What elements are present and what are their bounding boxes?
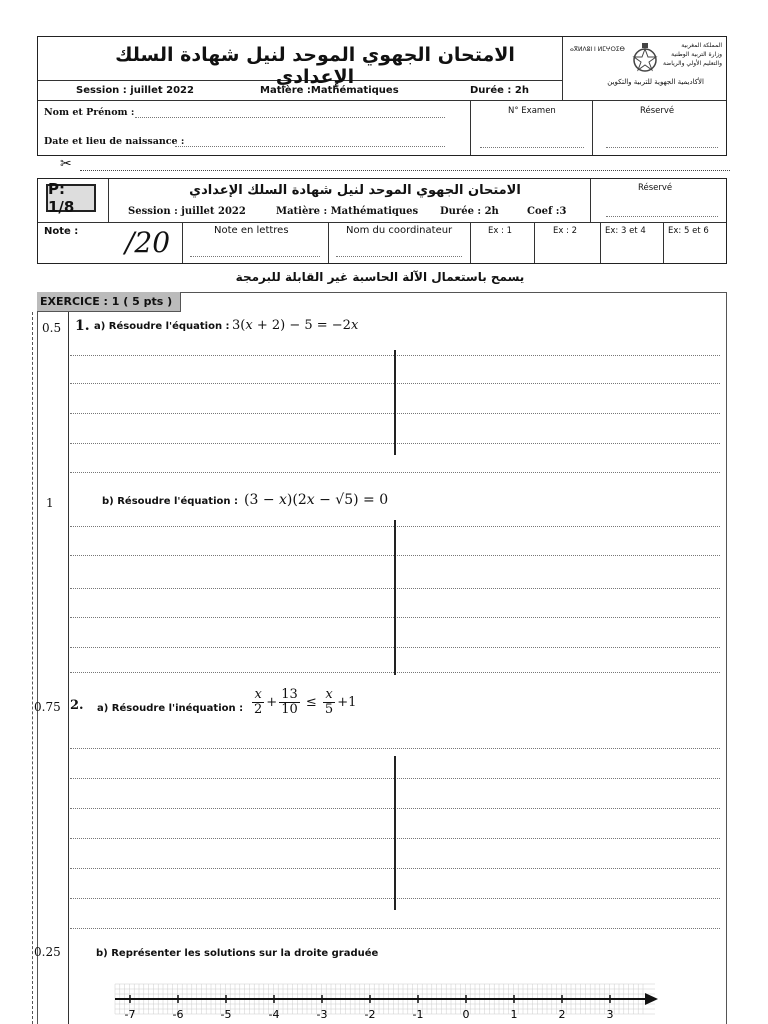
nom-prenom-field[interactable] xyxy=(135,117,445,118)
h2-div-a xyxy=(108,179,109,222)
answer-separator xyxy=(394,756,396,910)
ex-col-3: Ex: 3 et 4 xyxy=(605,226,646,236)
arabic-title-2: الامتحان الجهوي الموحد لنيل شهادة السلك الإعدادي xyxy=(189,183,521,198)
answer-line[interactable] xyxy=(70,472,720,473)
n-examen-field[interactable] xyxy=(480,147,584,148)
note-lettres-field[interactable] xyxy=(190,256,320,257)
emblem-icon xyxy=(630,42,660,78)
logo-line-5: ⴰⴳⵍⴷⵓⵏ ⵏ ⵍⵎⵖⵔⵉⴱ xyxy=(570,46,625,53)
left-dashed-border xyxy=(32,312,33,1024)
duree-2: Durée : 2h xyxy=(440,206,499,217)
h2-div-b xyxy=(590,179,591,222)
logo-line-4: الأكاديمية الجهوية للتربية والتكوين xyxy=(607,78,704,86)
note-lettres-label: Note en lettres xyxy=(214,225,289,236)
coordinateur-label: Nom du coordinateur xyxy=(346,225,453,236)
logo-line-2: وزارة التربية الوطنية xyxy=(671,51,722,58)
h2-hline xyxy=(38,222,726,223)
header-top-divider-3 xyxy=(592,100,593,155)
h2-div-e xyxy=(470,222,471,263)
duree-1: Durée : 2h xyxy=(470,85,529,96)
ministry-logo xyxy=(568,40,724,98)
q1a-text: a) Résoudre l'équation : xyxy=(94,321,230,332)
reserve-field-1 xyxy=(606,147,718,148)
h2-div-h xyxy=(663,222,664,263)
h2-div-d xyxy=(328,222,329,263)
note-total: /20 xyxy=(125,226,171,259)
logo-line-3: والتعليم الأولي والرياضة xyxy=(662,60,722,67)
answer-separator xyxy=(394,520,396,675)
q1a-points: 0.5 xyxy=(42,321,62,335)
answer-line[interactable] xyxy=(70,928,720,929)
tick-label: -7 xyxy=(124,1008,136,1021)
ex-col-1: Ex : 1 xyxy=(488,226,513,236)
header-top-hline-2 xyxy=(38,100,726,101)
q2b-points: 0.25 xyxy=(34,945,61,959)
reserve-field-2 xyxy=(606,216,718,217)
cut-line xyxy=(80,170,730,171)
tick-label: 1 xyxy=(510,1008,518,1021)
q2a-inequation: $\frac{x}{2}$ + $\frac{13}{10}$ ≤ $\frac{x}{5}$ +1 xyxy=(254,687,357,717)
h2-div-c xyxy=(182,222,183,263)
session-1: Session : juillet 2022 xyxy=(76,85,194,96)
tick-label: -6 xyxy=(172,1008,184,1021)
q1b-text: b) Résoudre l'équation : xyxy=(102,496,238,507)
frac-x-5: $\frac{x}{5}$ xyxy=(324,687,334,717)
ex-col-4: Ex: 5 et 6 xyxy=(668,226,709,236)
nom-prenom-label: Nom et Prénom : xyxy=(44,107,135,118)
q1b-points: 1 xyxy=(46,496,54,510)
matiere-1: Matière :Mathématiques xyxy=(260,85,399,96)
header-top-divider-2 xyxy=(470,100,471,155)
q1a-equation: 3(x + 2) − 5 = −2x xyxy=(232,318,359,333)
arabic-title-1: الامتحان الجهوي الموحد لنيل شهادة السلك الإعدادي xyxy=(115,44,515,88)
h2-div-g xyxy=(600,222,601,263)
reserve-label-2: Réservé xyxy=(638,183,673,193)
note-label: Note : xyxy=(44,226,79,237)
answer-separator xyxy=(394,350,396,455)
scissors-icon: ✂ xyxy=(60,156,72,172)
session-2: Session : juillet 2022 xyxy=(128,206,246,217)
q2a-number: 2. xyxy=(70,698,84,713)
tick-label: -1 xyxy=(412,1008,424,1021)
tick-label: 2 xyxy=(558,1008,566,1021)
q2b-text: b) Représenter les solutions sur la droite graduée xyxy=(96,948,379,959)
coef-2: Coef :3 xyxy=(527,206,567,217)
margin-line xyxy=(68,312,69,1024)
tick-label: -4 xyxy=(268,1008,280,1021)
exercise-title: EXERCICE : 1 ( 5 pts ) xyxy=(37,292,181,312)
answer-line[interactable] xyxy=(70,748,720,749)
ex-col-2: Ex : 2 xyxy=(553,226,578,236)
tick-label: 3 xyxy=(606,1008,614,1021)
frac-13-10: $\frac{13}{10}$ xyxy=(281,687,298,717)
calculator-note: يسمح باستعمال الآلة الحاسبة غير القابلة للبرمجة xyxy=(235,270,525,284)
tick-label: -2 xyxy=(364,1008,376,1021)
h2-div-f xyxy=(534,222,535,263)
frac-x-2: $\frac{x}{2}$ xyxy=(254,687,263,717)
tick-label: -5 xyxy=(220,1008,232,1021)
logo-line-1: المملكة المغربية xyxy=(681,42,722,49)
page-number: P: 1/8 xyxy=(48,180,75,216)
q2a-text: a) Résoudre l'inéquation : xyxy=(97,703,244,714)
n-examen-label: N° Examen xyxy=(508,106,556,116)
date-lieu-label: Date et lieu de naissance : xyxy=(44,136,185,147)
axis-arrow-icon xyxy=(645,993,658,1005)
coordinateur-field[interactable] xyxy=(336,256,462,257)
tick-label: 0 xyxy=(462,1008,470,1021)
number-line[interactable] xyxy=(100,978,670,1024)
matiere-2: Matière : Mathématiques xyxy=(276,206,419,217)
tick-label: -3 xyxy=(316,1008,328,1021)
exercise-frame xyxy=(37,292,727,1024)
q1a-number: 1. xyxy=(75,318,90,334)
q2a-points: 0.75 xyxy=(34,700,61,714)
date-lieu-field[interactable] xyxy=(175,146,445,147)
header-top-divider xyxy=(562,37,563,100)
q1b-equation: (3 − x)(2x − √5) = 0 xyxy=(244,492,389,508)
page-number-badge xyxy=(46,180,96,216)
reserve-label-1: Réservé xyxy=(640,106,675,116)
